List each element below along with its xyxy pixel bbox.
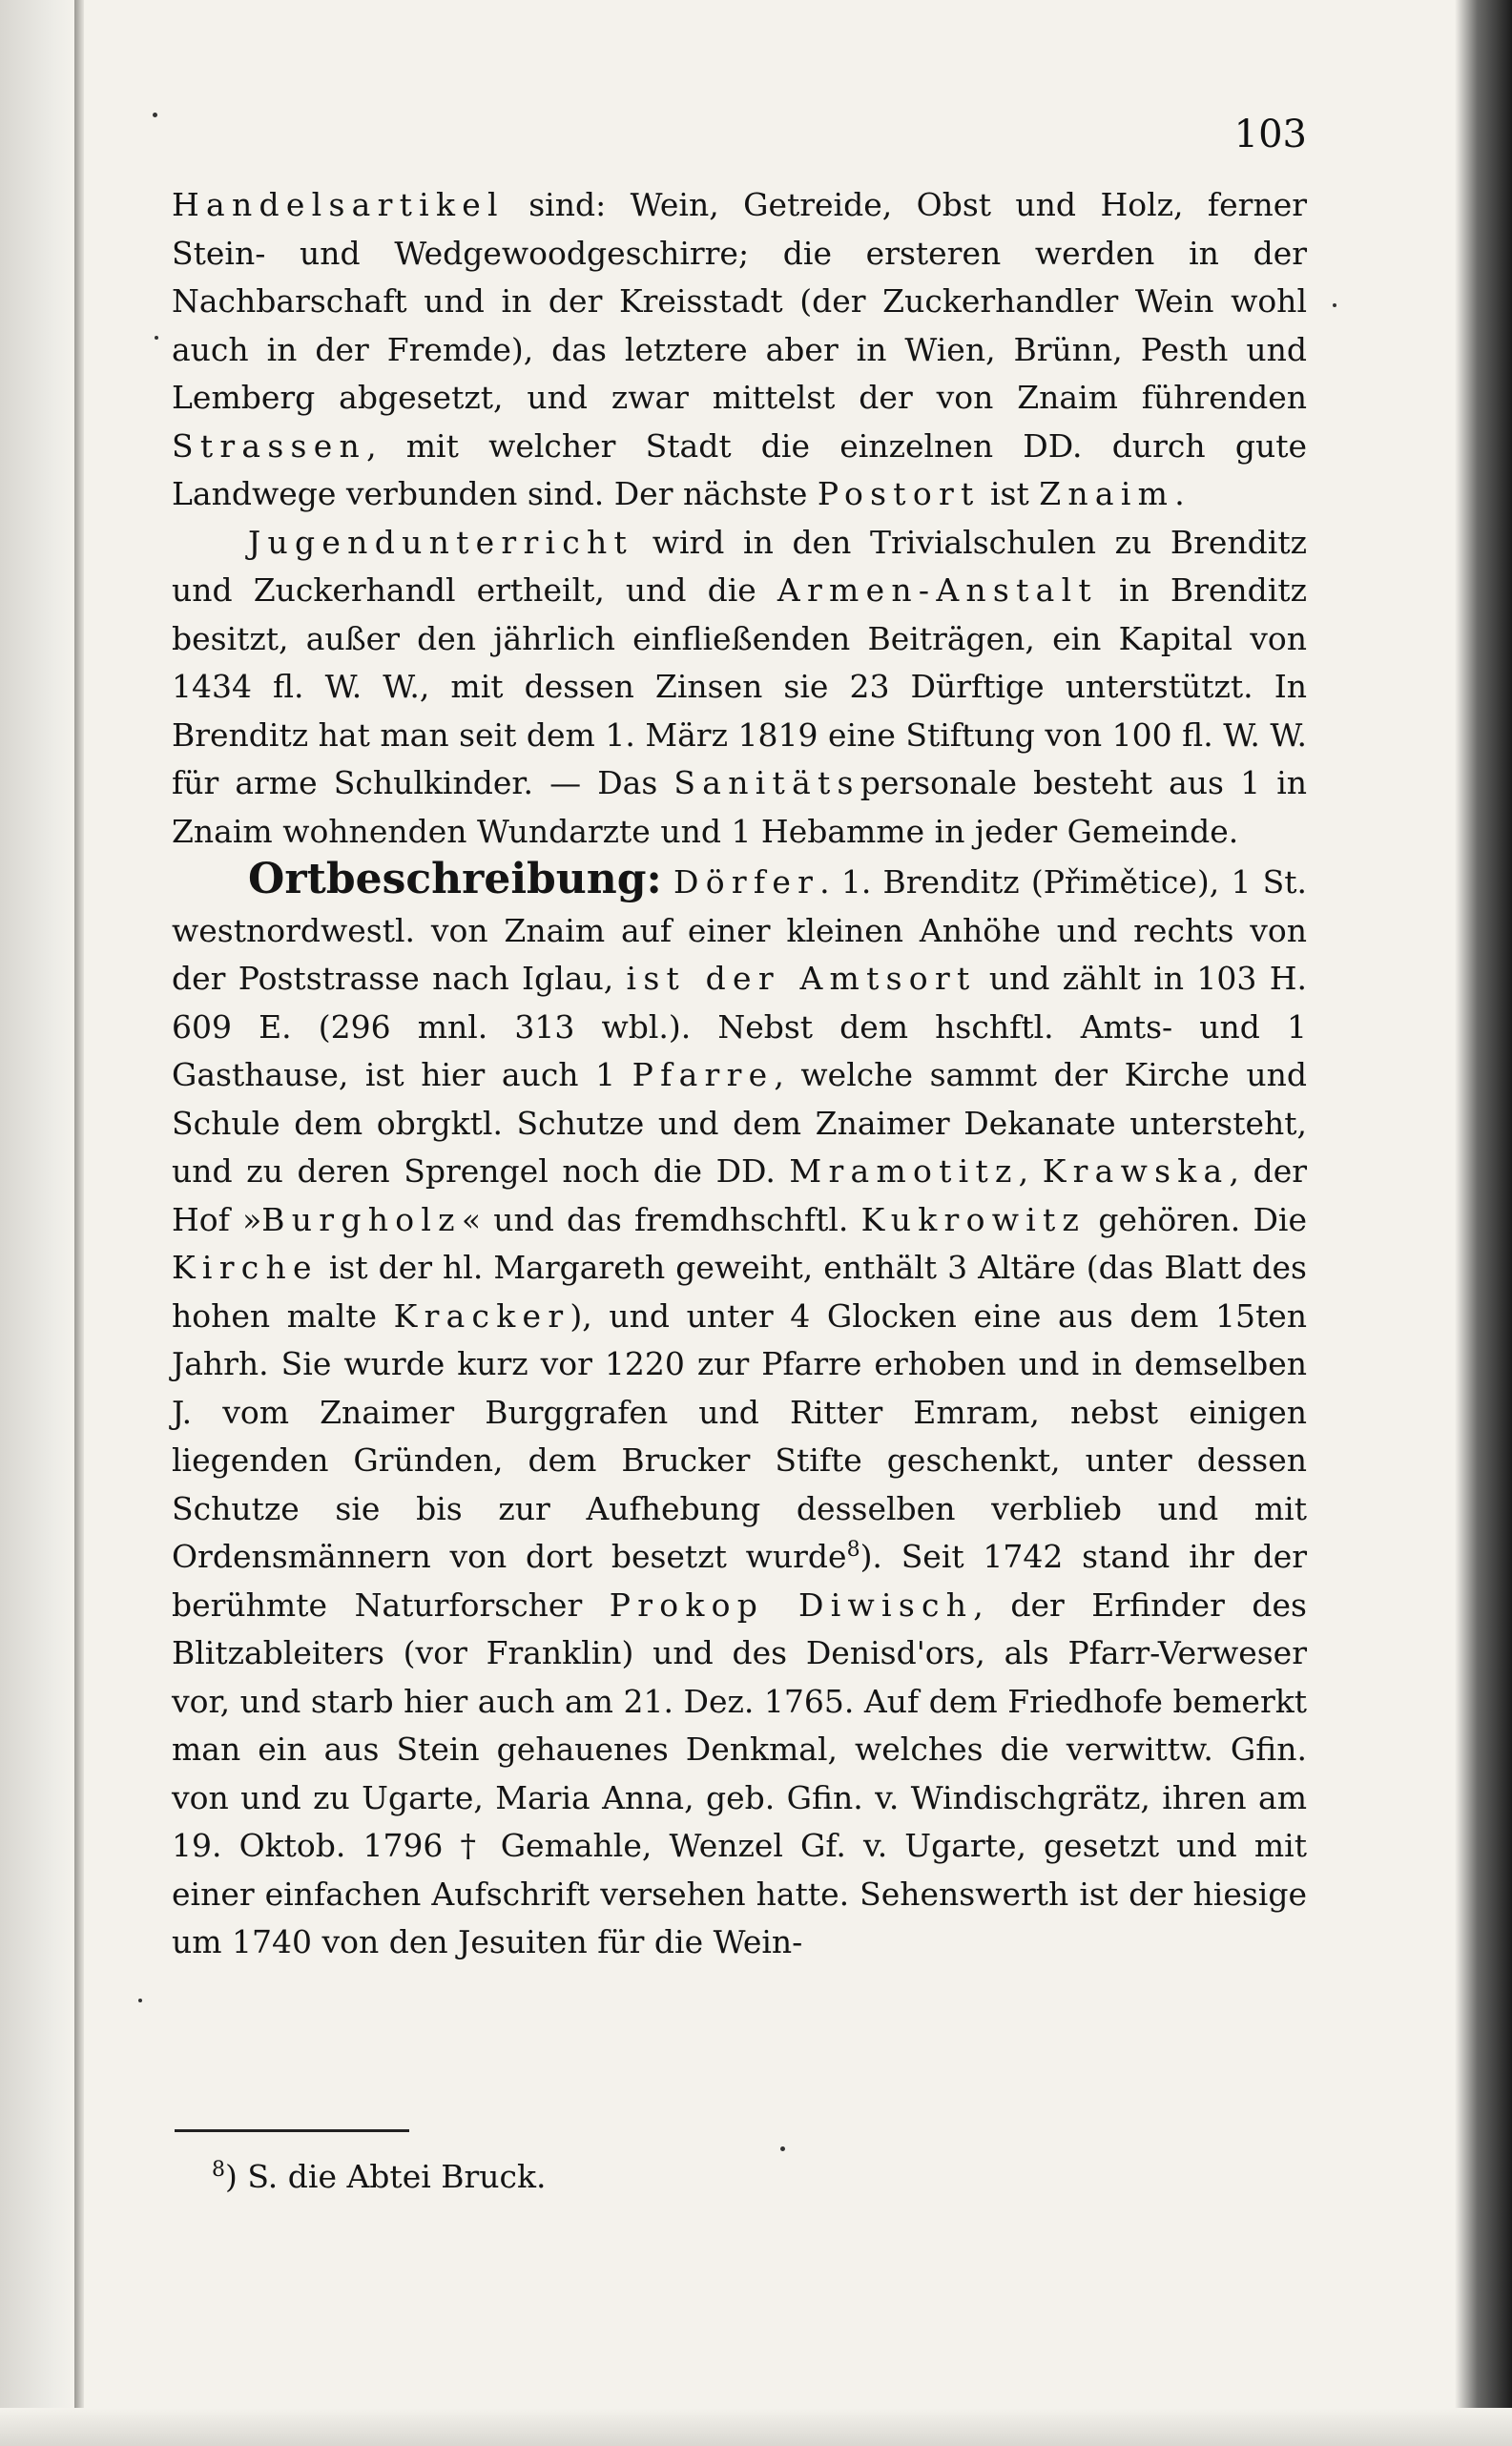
page-number: 103 — [1233, 113, 1307, 156]
text-run: ist — [980, 475, 1040, 512]
text-run: ), und unter 4 Glocken eine aus dem 15ten Jahrh. Sie wurde kurz vor 1220 zur Pfarre erhoben und in demselben J. vom Znaimer Burggrafen und Ritter Emram, nebst einigen liegenden Gründen, dem Brucker Stifte geschenkt, unter dessen Schutze sie bis zur Aufhebung desselben verblieb und mit Ordensmännern von dort besetzt wurde — [172, 1296, 1307, 1575]
text-run: und zählt in 103 H. 609 E. (296 mnl. 313 wbl.). Nebst dem hschftl. Amts- und 1 Gasthause, ist hier auch 1 — [172, 960, 1307, 1093]
paper-speck — [1333, 303, 1336, 307]
paper-speck — [155, 336, 158, 340]
term-sanitaets: Sanitäts — [673, 764, 860, 801]
term-doerfer: Dörfer — [673, 863, 820, 901]
text-run: « und das fremdhschftl. — [461, 1200, 861, 1238]
term-kracker: Kracker — [393, 1296, 570, 1335]
term-kirche: Kirche — [172, 1249, 319, 1286]
text-run: ). Seit 1742 stand ihr der berühmte Naturforscher — [172, 1538, 1307, 1624]
paragraph-education — [172, 519, 1307, 857]
paper-speck — [138, 1999, 142, 2002]
term-handelsartikel: Handelsartikel — [172, 186, 505, 223]
text-run: sind: Wein, Getreide, Obst und Holz, ferner Stein- und Wedgewoodgeschirre; die ersteren werden in der Nachbarschaft und in der Kreisstadt (der Zuckerhandler Wein wohl auch in der Fremde), das letztere aber in Wien, Brünn, Pesth und Lemberg abgesetzt, und zwar mittelst der von Znaim führenden — [172, 186, 1307, 416]
paper-speck — [153, 113, 157, 117]
term-mramotitz: Mramotitz — [789, 1152, 1019, 1190]
body-text — [172, 181, 1307, 1967]
term-postort: Postort — [817, 475, 981, 512]
footnote — [212, 2158, 547, 2195]
text-run: , mit welcher Stadt die einzelnen DD. durch gute Landwege verbunden sind. Der nächste — [172, 426, 1307, 512]
footnote-divider — [175, 2129, 409, 2132]
text-run: , welche sammt der Kirche und Schule dem obrgktl. Schutze und dem Znaimer Dekanate untersteht, und zu deren Sprengel noch die DD. — [172, 1056, 1307, 1190]
text-run — [662, 863, 673, 901]
term-prokop-diwisch: Prokop Diwisch — [609, 1586, 974, 1624]
term-strassen: Strassen — [172, 426, 367, 465]
text-run: gehören. Die — [1086, 1200, 1307, 1238]
page-left-edge — [0, 0, 74, 2446]
text-run: , der Hof » — [172, 1152, 1308, 1238]
term-znaim: Znaim — [1039, 475, 1175, 512]
footnote-reference: 8 — [846, 1538, 860, 1562]
text-run: wird in den Trivialschulen zu Brenditz und Zuckerhandl ertheilt, und die — [172, 523, 1307, 609]
term-kukrowitz: Kukrowitz — [860, 1200, 1087, 1238]
term-burgholz: Burgholz — [261, 1200, 462, 1238]
text-run: in Brenditz besitzt, außer den jährlich einfließenden Beiträgen, ein Kapital von 1434 fl. W. W., mit dessen Zinsen sie 23 Dürftige unterstützt. In Brenditz hat man seit dem 1. März 1819 eine Stiftung von 100 fl. W. W. für arme Schulkinder. — Das — [172, 571, 1308, 801]
section-heading: Ortbeschreibung: — [248, 855, 662, 903]
page-bottom-edge — [0, 2408, 1512, 2446]
paragraph-trade — [172, 181, 1307, 519]
page-gutter — [74, 0, 84, 2446]
text-run: . — [1174, 475, 1185, 512]
text-run: personale besteht aus 1 in Znaim wohnenden Wundarzte und 1 Hebamme in jeder Gemeinde. — [172, 764, 1308, 850]
footnote-text: ) S. die Abtei Bruck. — [225, 2158, 547, 2195]
term-pfarre: Pfarre — [632, 1056, 775, 1093]
term-amtsort: ist der Amtsort — [626, 960, 977, 997]
text-run: . 1. Brenditz (Přimětice), 1 St. westnordwestl. von Znaim auf einer kleinen Anhöhe und rechts von der Poststrasse nach Iglau, — [172, 863, 1307, 997]
footnote-mark: 8 — [212, 2158, 225, 2182]
paragraph-description — [172, 856, 1307, 1967]
text-run: ist der hl. Margareth geweiht, enthält 3 Altäre (das Blatt des hohen malte — [172, 1249, 1307, 1335]
term-krawska: Krawska — [1042, 1152, 1230, 1190]
text-run: , — [1018, 1152, 1043, 1190]
term-armen-anstalt: Armen-Anstalt — [777, 571, 1098, 609]
term-jugendunterricht: Jugendunterricht — [248, 523, 634, 561]
text-run: , der Erfinder des Blitzableiters (vor Franklin) und des Denisd'ors, als Pfarr-Verweser vor, und starb hier auch am 21. Dez. 1765. Auf dem Friedhofe bemerkt man ein aus Stein gehauenes Denkmal, welches die verwittw. Gfin. von und zu Ugarte, Maria Anna, geb. Gfin. v. Windischgrätz, ihren am 19. Oktob. 1796 † Gemahle, Wenzel Gf. v. Ugarte, gesetzt und mit einer einfachen Aufschrift versehen hatte. Sehenswerth ist der hiesige um 1740 von den Jesuiten für die Wein- — [172, 1586, 1307, 1960]
paper-speck — [780, 2146, 785, 2151]
page-right-edge — [1455, 0, 1512, 2446]
